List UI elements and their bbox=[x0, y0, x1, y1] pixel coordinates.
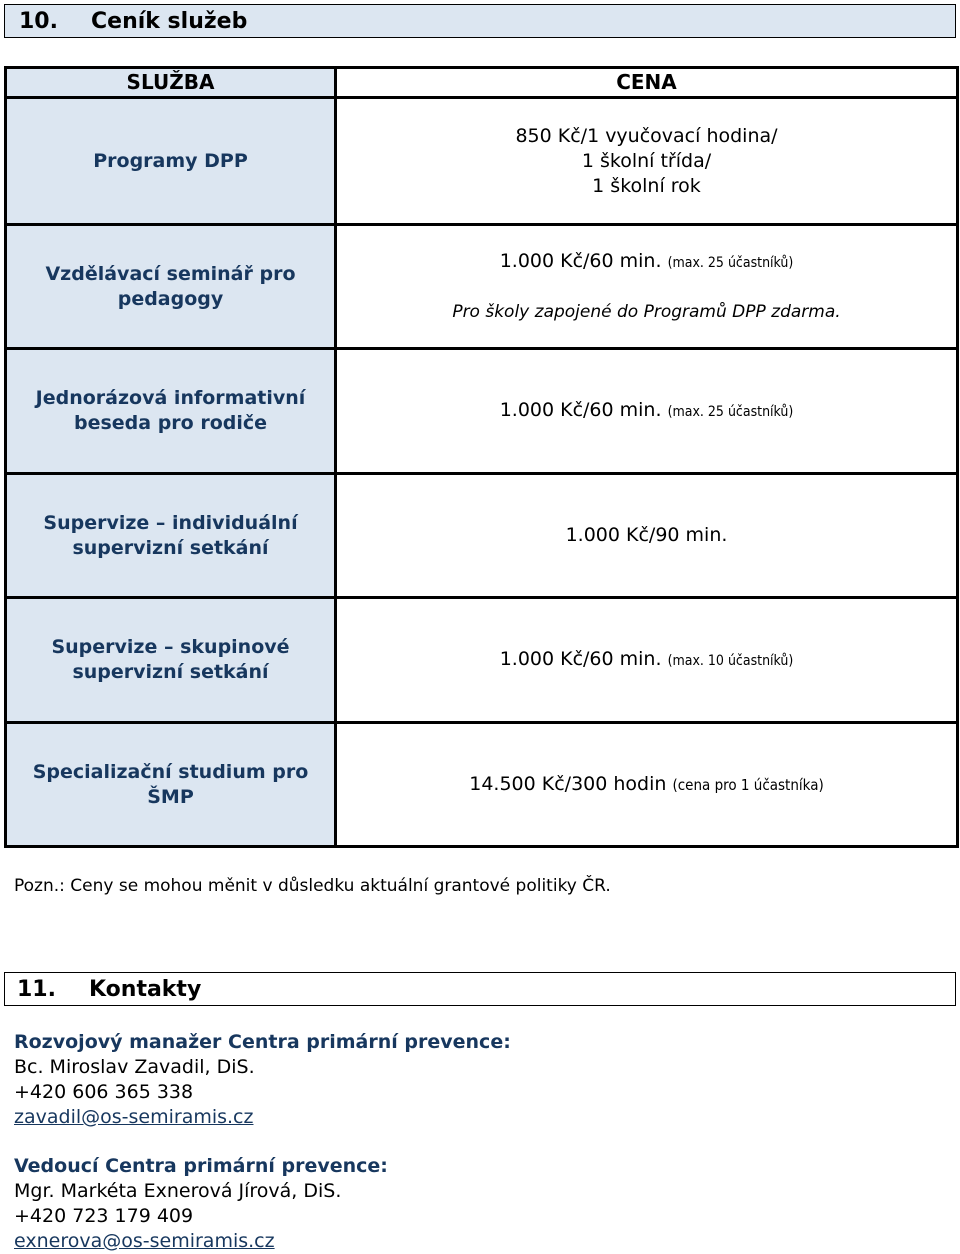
contact-role: Rozvojový manažer Centra primární prevence: bbox=[14, 1031, 511, 1053]
price-cell: 1.000 Kč/60 min. (max. 25 účastníků) bbox=[336, 349, 958, 474]
price-cell: 14.500 Kč/300 hodin (cena pro 1 účastníka) bbox=[336, 723, 958, 847]
table-row bbox=[6, 349, 958, 474]
price-cell: 1.000 Kč/60 min. (max. 10 účastníků) bbox=[336, 598, 958, 723]
service-cell: Programy DPP bbox=[6, 98, 336, 225]
price-table bbox=[4, 66, 959, 848]
price-cell: 1.000 Kč/60 min. (max. 25 účastníků) Pro školy zapojené do Programů DPP zdarma. bbox=[336, 225, 958, 349]
service-cell: Specializační studium pro ŠMP bbox=[6, 723, 336, 847]
contact-name: Mgr. Markéta Exnerová Jírová, DiS. bbox=[14, 1180, 342, 1202]
contact-role: Vedoucí Centra primární prevence: bbox=[14, 1155, 388, 1177]
table-row bbox=[6, 723, 958, 847]
price-cell: 850 Kč/1 vyučovací hodina/ 1 školní třída/ 1 školní rok bbox=[336, 98, 958, 225]
contact-name: Bc. Miroslav Zavadil, DiS. bbox=[14, 1056, 255, 1078]
header-service: SLUŽBA bbox=[6, 68, 336, 98]
price-note: Pozn.: Ceny se mohou měnit v důsledku aktuální grantové politiky ČR. bbox=[14, 876, 611, 896]
section-10-title: Ceník služeb bbox=[91, 8, 248, 34]
table-row bbox=[6, 598, 958, 723]
contact-block bbox=[14, 1154, 388, 1254]
header-price: CENA bbox=[336, 68, 958, 98]
table-row bbox=[6, 225, 958, 349]
service-cell: Supervize – individuální supervizní setkání bbox=[6, 474, 336, 598]
service-cell: Jednorázová informativní beseda pro rodiče bbox=[6, 349, 336, 474]
contact-email-link[interactable]: zavadil@os-semiramis.cz bbox=[14, 1106, 254, 1128]
contact-phone: +420 606 365 338 bbox=[14, 1081, 194, 1103]
section-11-title: Kontakty bbox=[89, 976, 202, 1002]
contact-email-link[interactable]: exnerova@os-semiramis.cz bbox=[14, 1230, 275, 1252]
service-cell: Vzdělávací seminář pro pedagogy bbox=[6, 225, 336, 349]
section-10-header bbox=[4, 4, 956, 38]
table-row bbox=[6, 98, 958, 225]
table-row bbox=[6, 474, 958, 598]
section-11-number: 11. bbox=[17, 976, 56, 1002]
contact-phone: +420 723 179 409 bbox=[14, 1205, 194, 1227]
contact-block bbox=[14, 1030, 511, 1130]
section-11-header bbox=[4, 972, 956, 1006]
price-cell: 1.000 Kč/90 min. bbox=[336, 474, 958, 598]
section-10-number: 10. bbox=[19, 8, 58, 34]
service-cell: Supervize – skupinové supervizní setkání bbox=[6, 598, 336, 723]
